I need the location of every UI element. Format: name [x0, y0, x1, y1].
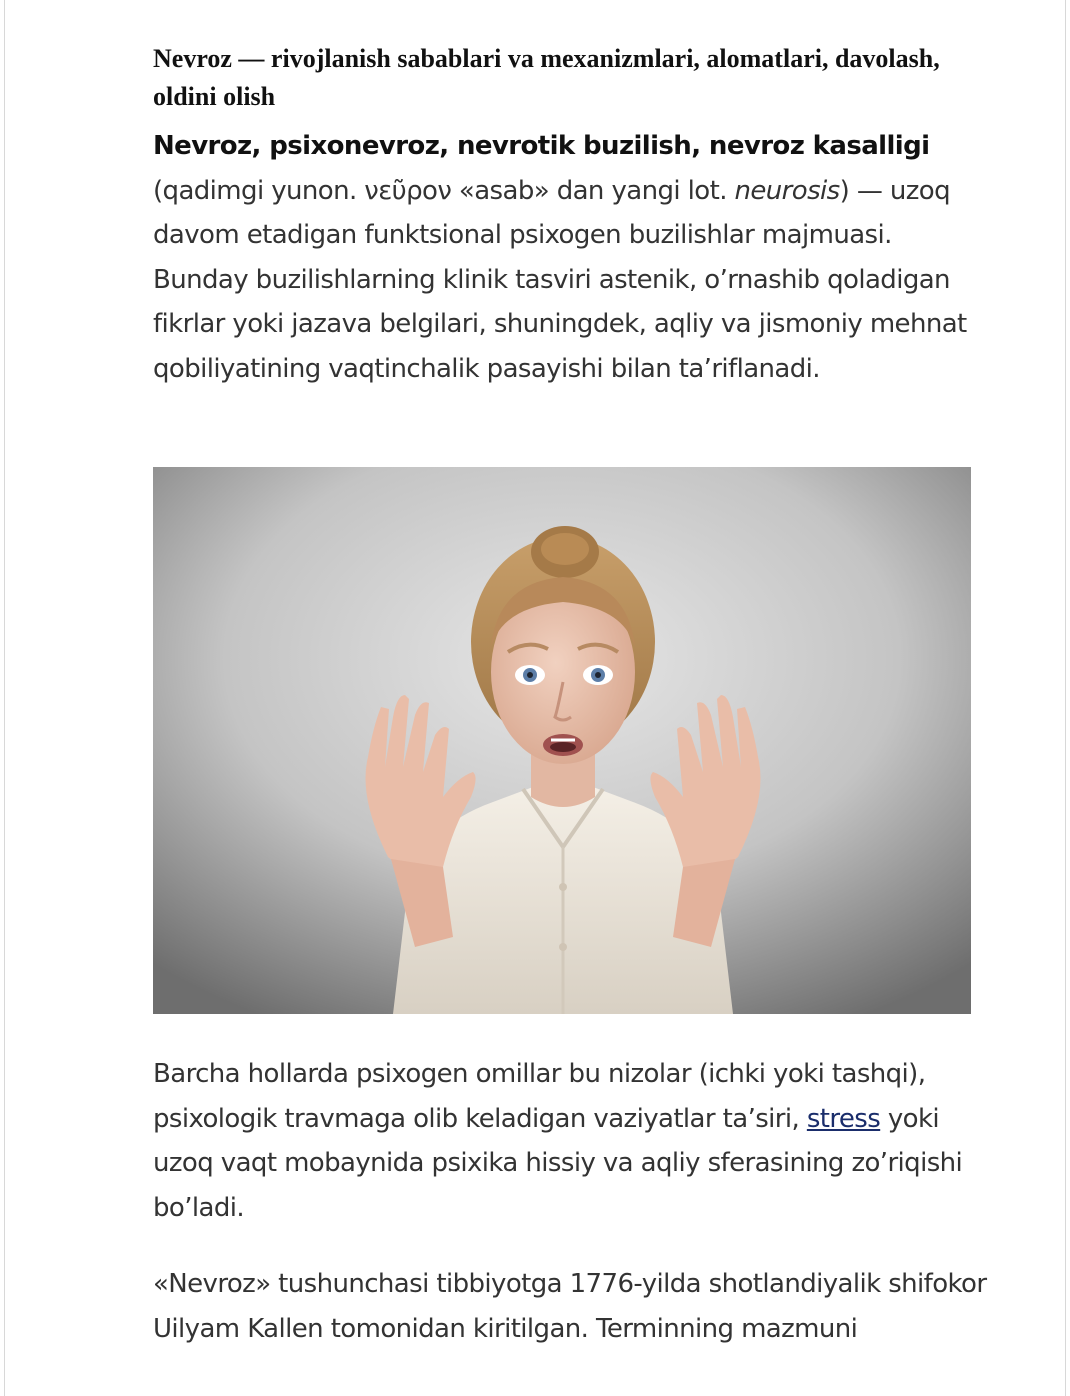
page-edge-right: [1065, 0, 1066, 1396]
intro-etymology-suffix: ): [839, 175, 850, 206]
article-photo: [153, 467, 971, 1014]
intro-paragraph: [153, 124, 993, 391]
causes-text-after-link: yoki uzoq vaqt mobaynida psixika hissiy va aqliy sferasining zoʼriqishi boʼladi.: [153, 1103, 963, 1223]
intro-term: Nevroz, psixonevroz, nevrotik buzilish, nevroz kasalligi: [153, 131, 930, 161]
causes-text-before-link: Barcha hollarda psixogen omillar bu nizolar (ichki yoki tashqi), psixologik travmaga olib keladigan vaziyatlar taʼsiri,: [153, 1059, 926, 1134]
page-edge-left: [4, 0, 5, 1396]
history-paragraph: «Nevroz» tushunchasi tibbiyotga 1776-yilda shotlandiyalik shifokor Uilyam Kallen tomonidan kiritilgan. Terminning mazmuni: [153, 1269, 987, 1344]
intro-etymology-prefix: (qadimgi yunon. νεῦρον «asab» dan yangi lot.: [153, 175, 735, 206]
causes-paragraph: [153, 1052, 993, 1230]
intro-definition: — uzoq davom etadigan funktsional psixogen buzilishlar majmuasi. Bunday buzilishlarning klinik tasviri astenik, oʼrnashib qoladigan fikrlar yoki jazava belgilari, shuningdek, aqliy va jismoniy mehnat qobiliyatining vaqtinchalik pasayishi bilan taʼriflanadi.: [153, 175, 967, 384]
anxious-woman-illustration: [153, 467, 971, 1014]
intro-etymology-latin: neurosis: [734, 175, 840, 206]
page-title: Nevroz — rivojlanish sabablari va mexanizmlari, alomatlari, davolash, oldini olish: [153, 44, 940, 111]
stress-link[interactable]: stress: [806, 1103, 881, 1134]
